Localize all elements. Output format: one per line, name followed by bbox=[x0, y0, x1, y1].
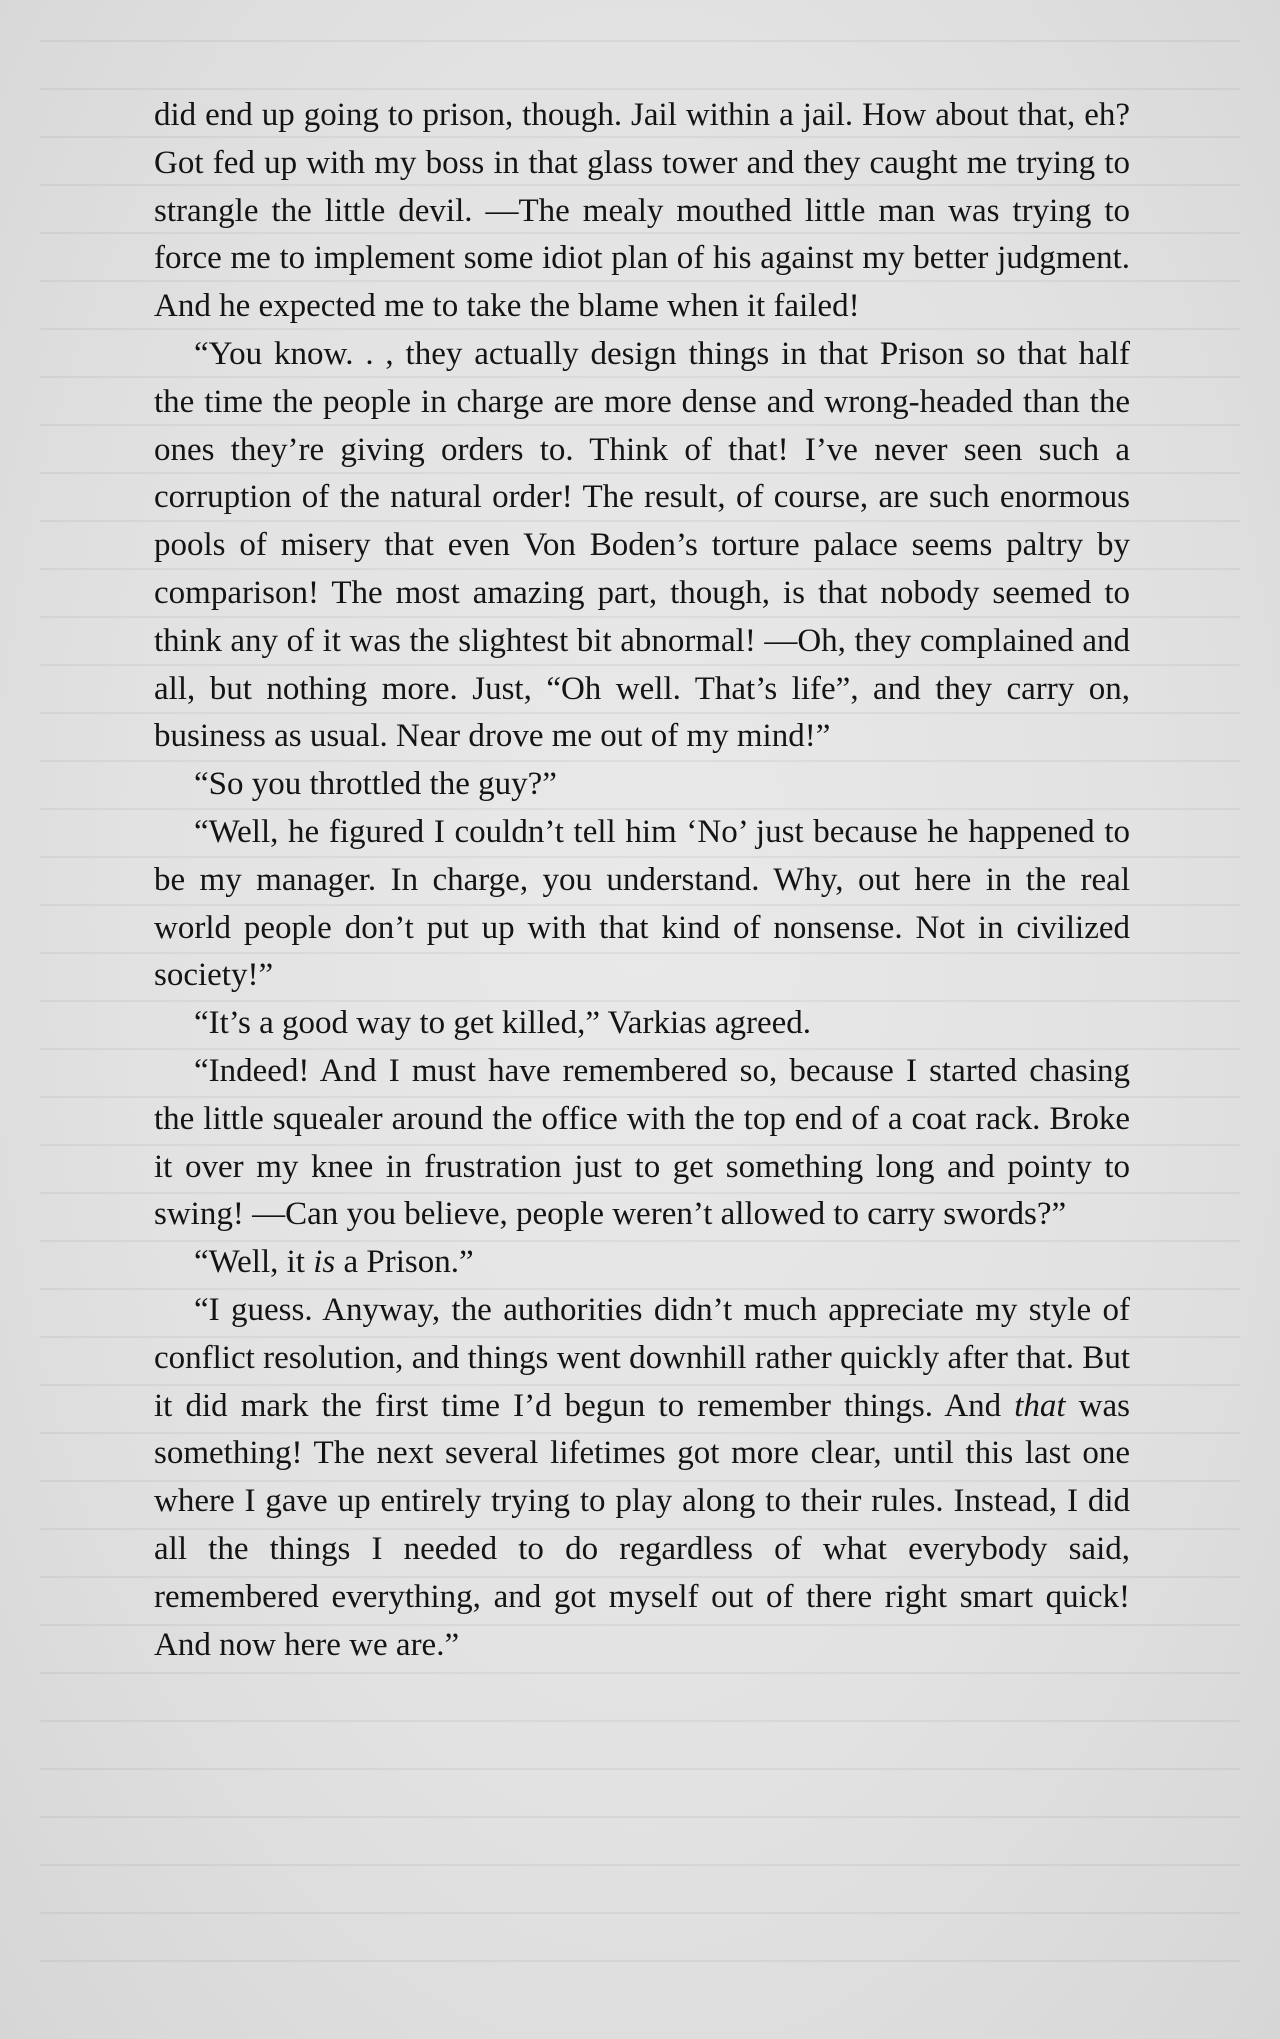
paragraph bbox=[154, 1287, 1130, 1669]
text-run: “Well, he figured I couldn’t tell him ‘No’ just because he happened to be my manager. In charge, you understand. Why, out here in the real world people don’t put up with that kind of nonsense. Not in civilized society!” bbox=[154, 813, 1130, 994]
text-run: “It’s a good way to get killed,” Varkias agreed. bbox=[194, 1005, 812, 1042]
paragraph bbox=[154, 1000, 1130, 1048]
text-run: was something! The next several lifetimes got more clear, until this last one where I gave up entirely trying to play along to their rules. Instead, I did all the things I needed to do regardless of what everybody said, remembered everything, and got myself out of there right smart quick! And now here we are.” bbox=[154, 1387, 1130, 1663]
paragraph bbox=[154, 1239, 1130, 1287]
paragraph bbox=[154, 92, 1130, 331]
body-text bbox=[154, 92, 1130, 1669]
paragraph bbox=[154, 331, 1130, 761]
paragraph bbox=[154, 1048, 1130, 1239]
paragraph bbox=[154, 761, 1130, 809]
paragraph bbox=[154, 809, 1130, 1000]
text-run: “So you throttled the guy?” bbox=[194, 766, 557, 803]
text-run: “Well, it bbox=[194, 1244, 314, 1281]
text-run: “You know. . , they actually design things in that Prison so that half the time the people in charge are more dense and wrong-headed than the ones they’re giving orders to. Think of that! I’ve never seen such a corruption of the natural order! The result, of course, are such enormous pools of misery that even Von Boden’s torture palace seems paltry by comparison! The most amazing part, though, is that nobody seemed to think any of it was the slightest bit abnormal! —Oh, they complained and all, but nothing more. Just, “Oh well. That’s life”, and they carry on, business as usual. Near drove me out of my mind!” bbox=[154, 335, 1130, 755]
italic-text: is bbox=[313, 1244, 336, 1281]
text-run: “I guess. Anyway, the authorities didn’t much appreciate my style of conflict resolution, and things went downhill rather quickly after that. But it did mark the first time I’d begun to remember things. And bbox=[154, 1291, 1130, 1424]
italic-text: that bbox=[1014, 1387, 1066, 1424]
text-run: a Prison.” bbox=[335, 1244, 474, 1281]
text-run: did end up going to prison, though. Jail within a jail. How about that, eh? Got fed up with my boss in that glass tower and they caught me trying to strangle the little devil. —The mealy mouthed little man was trying to force me to implement some idiot plan of his against my better judgment. And he expected me to take the blame when it failed! bbox=[154, 97, 1130, 325]
text-run: “Indeed! And I must have remembered so, because I started chasing the little squealer around the office with the top end of a coat rack. Broke it over my knee in frustration just to get something long and pointy to swing! —Can you believe, people weren’t allowed to carry swords?” bbox=[154, 1052, 1130, 1233]
